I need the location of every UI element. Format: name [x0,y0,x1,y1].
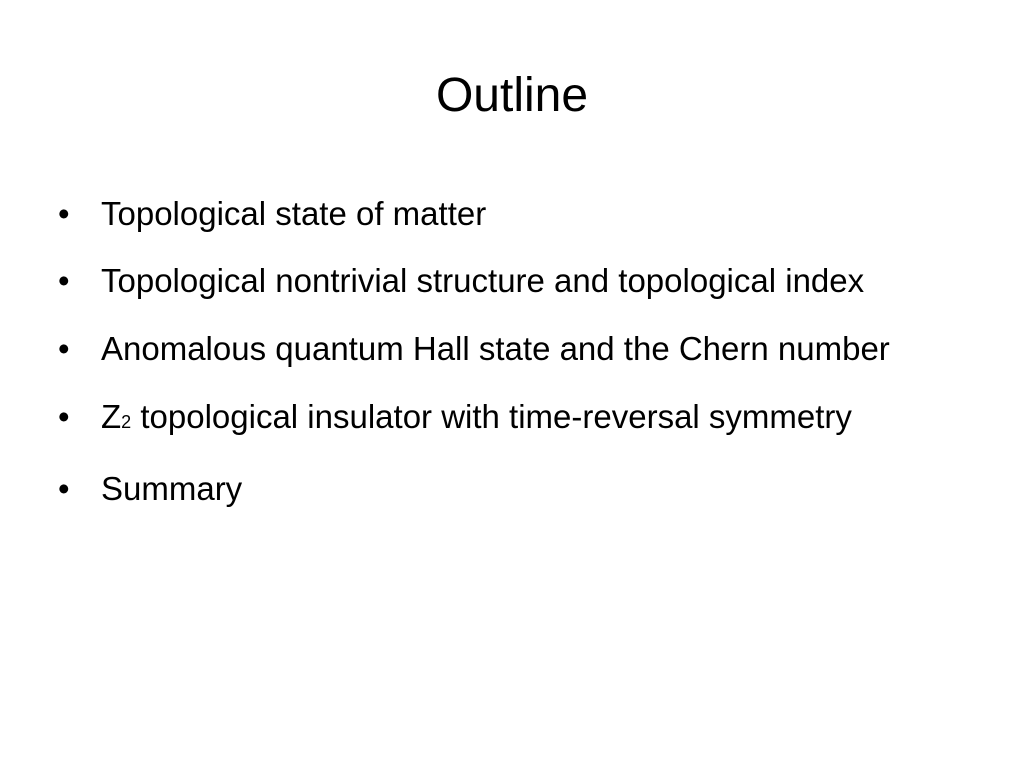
list-item [58,188,958,240]
bullet-list [58,188,958,529]
bullet-icon: • [58,330,70,367]
list-item [58,390,958,449]
bullet-text: Topological state of matter [101,195,487,232]
bullet-text: Anomalous quantum Hall state and the Chern number [101,330,890,367]
bullet-icon: • [58,195,70,232]
list-item [58,322,958,376]
list-item [58,463,958,515]
bullet-text: Topological nontrivial structure and topological index [101,262,865,299]
bullet-prefix: Z [101,398,122,435]
bullet-text: Summary [101,470,243,507]
bullet-text: topological insulator with time-reversal symmetry [131,398,852,435]
list-item [58,254,958,308]
slide-title: Outline [435,69,589,122]
bullet-icon: • [58,398,70,435]
bullet-icon: • [58,470,70,507]
bullet-subscript: 2 [121,412,132,432]
bullet-icon: • [58,262,70,299]
